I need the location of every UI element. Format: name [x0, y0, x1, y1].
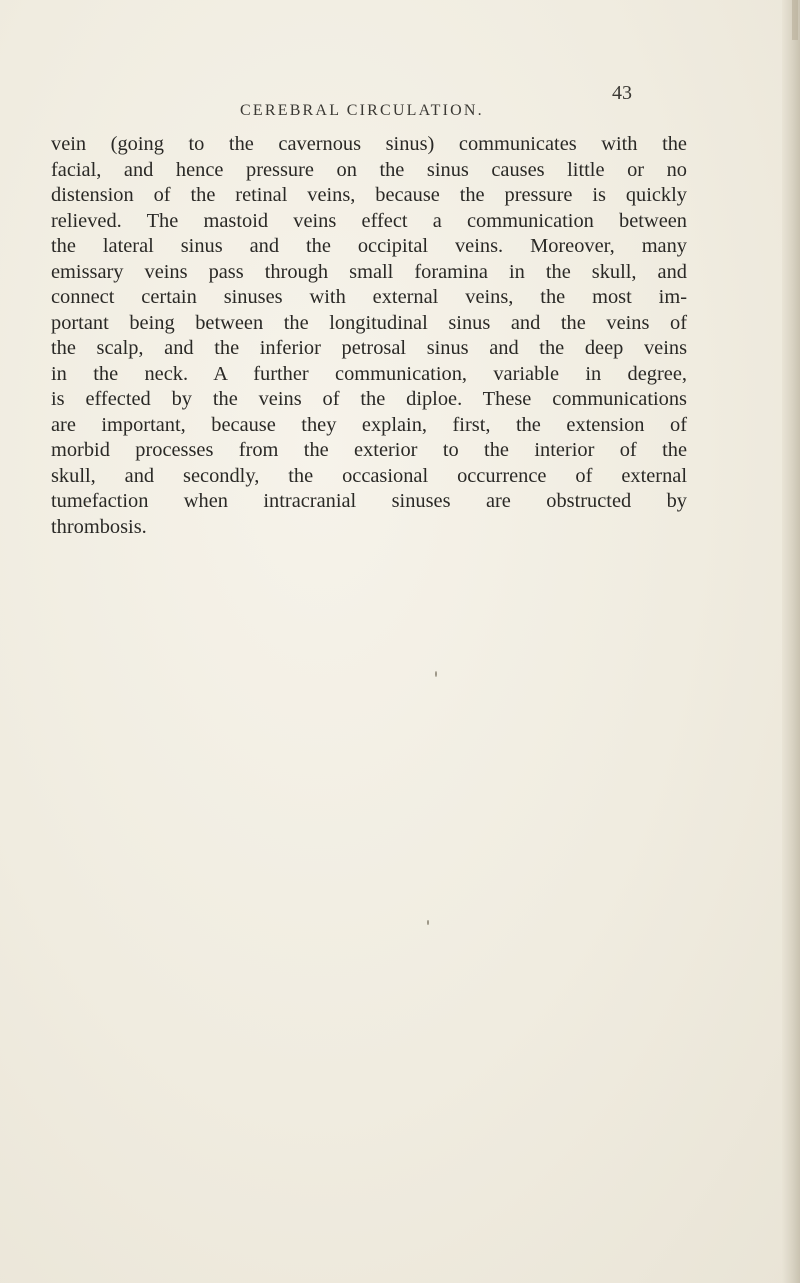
text-line: morbid processes from the exterior to the interior of the: [51, 439, 687, 461]
text-line: relieved. The mastoid veins effect a communication between: [51, 209, 687, 232]
page-number: 43: [612, 82, 632, 104]
text-line: facial, and hence pressure on the sinus causes little or no: [51, 158, 687, 181]
text-line: connect certain sinuses with external veins, the most im-: [51, 286, 687, 308]
body-paragraph: [51, 132, 687, 540]
text-line: tumefaction when intracranial sinuses are obstructed by: [51, 490, 687, 512]
binding-shadow-mark: [792, 0, 798, 40]
text-line: are important, because they explain, first, the extension of: [51, 413, 687, 436]
running-head: CEREBRAL CIRCULATION.: [240, 102, 484, 119]
page-binding-edge: [782, 0, 800, 1283]
text-line: vein (going to the cavernous sinus) communicates with the: [51, 133, 687, 155]
paper-speck: [427, 920, 429, 925]
text-line: portant being between the longitudinal sinus and the veins of: [51, 311, 687, 334]
text-line: the lateral sinus and the occipital veins. Moreover, many: [51, 235, 687, 257]
text-line: in the neck. A further communication, variable in degree,: [51, 362, 687, 385]
text-line: skull, and secondly, the occasional occurrence of external: [51, 464, 687, 487]
paper-speck: [435, 671, 437, 677]
text-line: is effected by the veins of the diploe. These communications: [51, 388, 687, 410]
text-line: emissary veins pass through small foramina in the skull, and: [51, 260, 687, 283]
text-line: the scalp, and the inferior petrosal sinus and the deep veins: [51, 337, 687, 359]
text-line: distension of the retinal veins, because the pressure is quickly: [51, 184, 687, 206]
text-line: thrombosis.: [51, 515, 147, 538]
